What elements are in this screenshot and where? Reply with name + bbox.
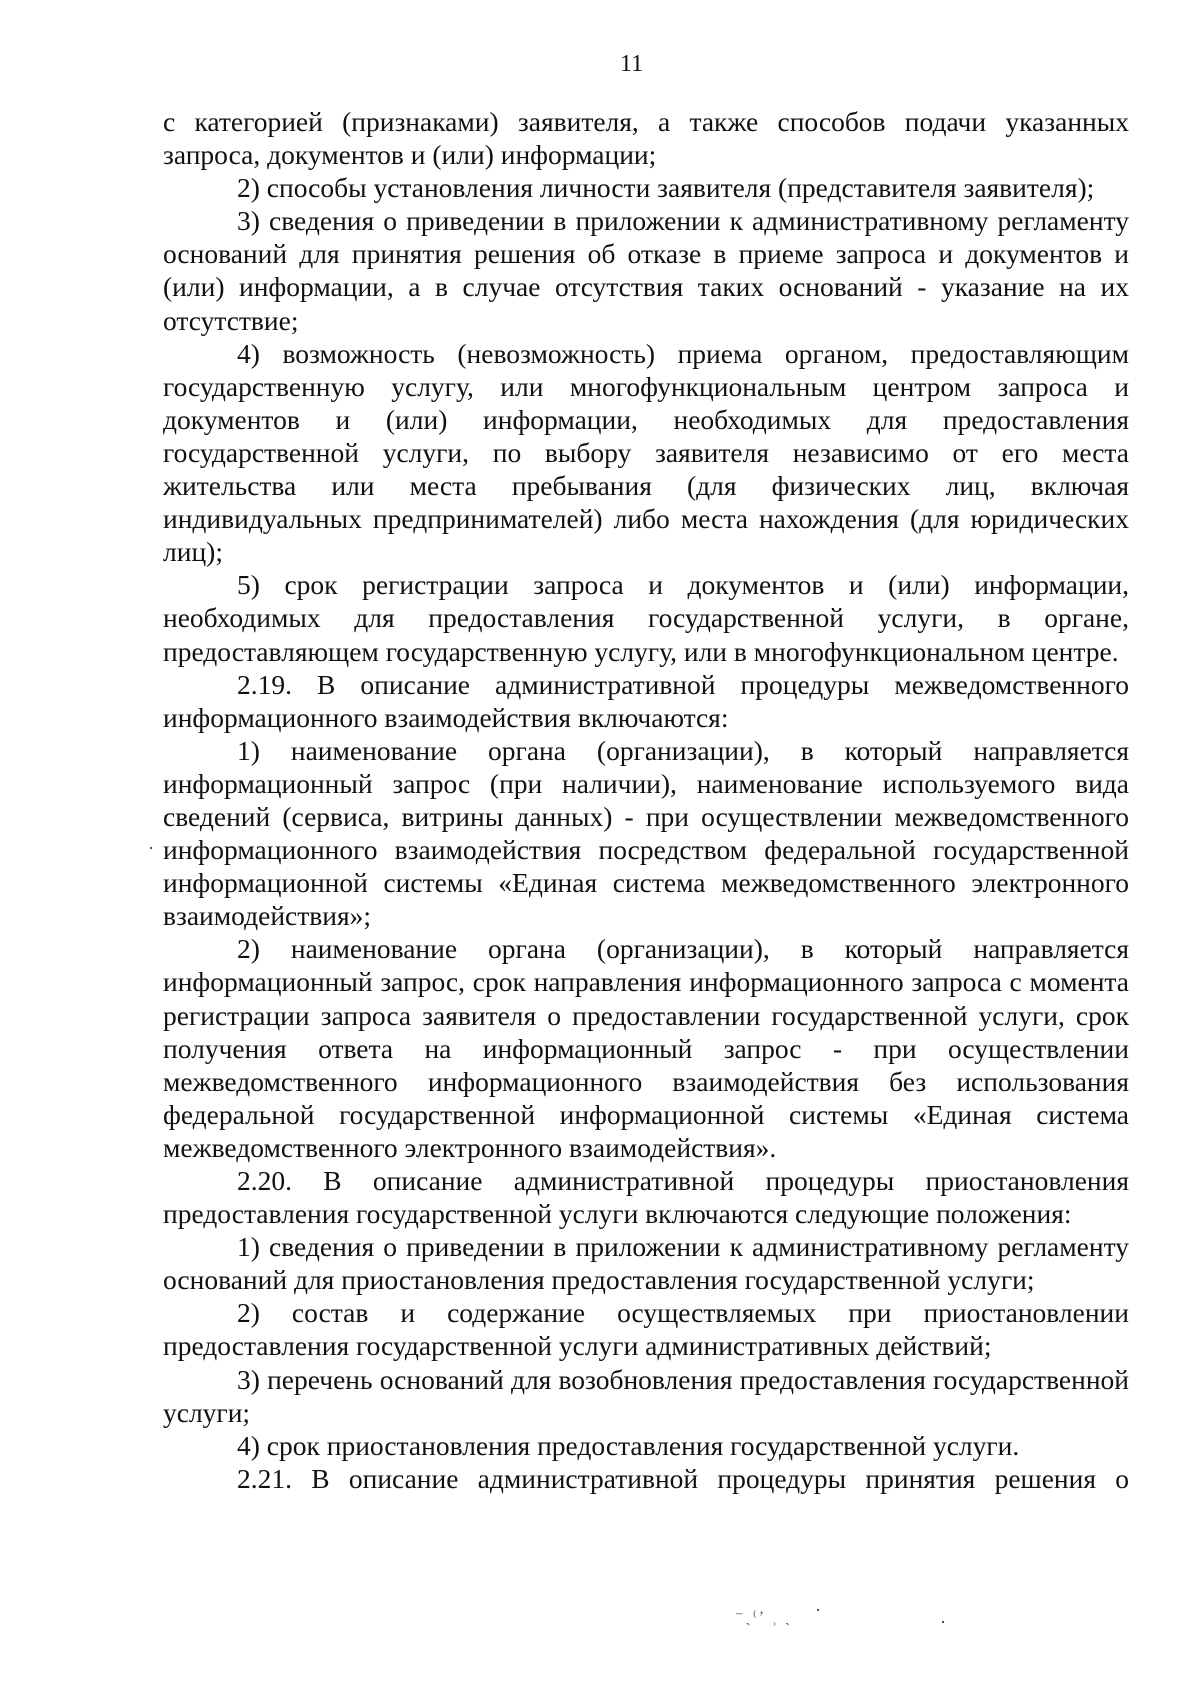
scan-speck: · bbox=[815, 1600, 821, 1620]
page-number: 11 bbox=[620, 51, 644, 77]
section-2-19-item-2: 2) наименование органа (организации), в который направляется информационный запрос, срок направления информационного запроса с момента регистрации запроса заявителя о предоставлении государственной услуги, срок получения ответа на информационный запрос - при осуществлении межведомственного информационного взаимодействия без использования федеральной государственной информационной системы «Единая система межведомственного электронного взаимодействия». bbox=[163, 933, 1129, 1163]
paragraph-continuation: с категорией (признаками) заявителя, а также способов подачи указанных запроса, документов и (или) информации; bbox=[163, 106, 1129, 171]
scan-speck: · bbox=[940, 1612, 946, 1632]
section-2-19: 2.19. В описание административной процедуры межведомственного информационного взаимодействия включаются: bbox=[163, 668, 1129, 733]
section-2-21: 2.21. В описание административной процедуры принятия решения о bbox=[237, 1462, 1129, 1494]
list-item-2: 2) способы установления личности заявителя (представителя заявителя); bbox=[237, 172, 1095, 204]
section-2-20: 2.20. В описание административной процедуры приостановления предоставления государственной услуги включаются следующие положения: bbox=[163, 1165, 1129, 1230]
section-2-19-item-1: 1) наименование органа (организации), в который направляется информационный запрос (при наличии), наименование используемого вида сведений (сервиса, витрины данных) - при осуществлении межведомственного информационного взаимодействия посредством федеральной государственной информационной системы «Единая система межведомственного электронного взаимодействия»; bbox=[163, 734, 1129, 932]
list-item-3: 3) сведения о приведении в приложении к административному регламенту оснований для принятия решения об отказе в приеме запроса и документов и (или) информации, а в случае отсутствия таких оснований - указание на их отсутствие; bbox=[163, 205, 1129, 336]
scan-speck: · bbox=[148, 838, 154, 858]
document-body bbox=[163, 105, 1129, 1495]
list-item-4: 4) возможность (невозможность) приема органом, предоставляющим государственную услугу, или многофункциональным центром запроса и документов и (или) информации, необходимых для предоставления государственной услуги, по выбору заявителя независимо от его места жительства или места пребывания (для физических лиц, включая индивидуальных предпринимателей) либо места нахождения (для юридических лиц); bbox=[163, 337, 1129, 568]
section-2-20-item-1: 1) сведения о приведении в приложении к административному регламенту оснований для приостановления предоставления государственной услуги; bbox=[163, 1231, 1129, 1296]
list-item-5: 5) срок регистрации запроса и документов и (или) информации, необходимых для предоставления государственной услуги, в органе, предоставляющем государственную услугу, или в многофункциональном центре. bbox=[163, 569, 1129, 667]
section-2-20-item-3: 3) перечень оснований для возобновления предоставления государственной услуги; bbox=[163, 1363, 1129, 1428]
scan-noise-mark: ⁻ˎ⁽ʼ ⸒ ˎ bbox=[735, 1609, 793, 1626]
section-2-20-item-2: 2) состав и содержание осуществляемых при приостановлении предоставления государственной услуги административных действий; bbox=[163, 1297, 1129, 1362]
section-2-20-item-4: 4) срок приостановления предоставления государственной услуги. bbox=[237, 1429, 1020, 1461]
